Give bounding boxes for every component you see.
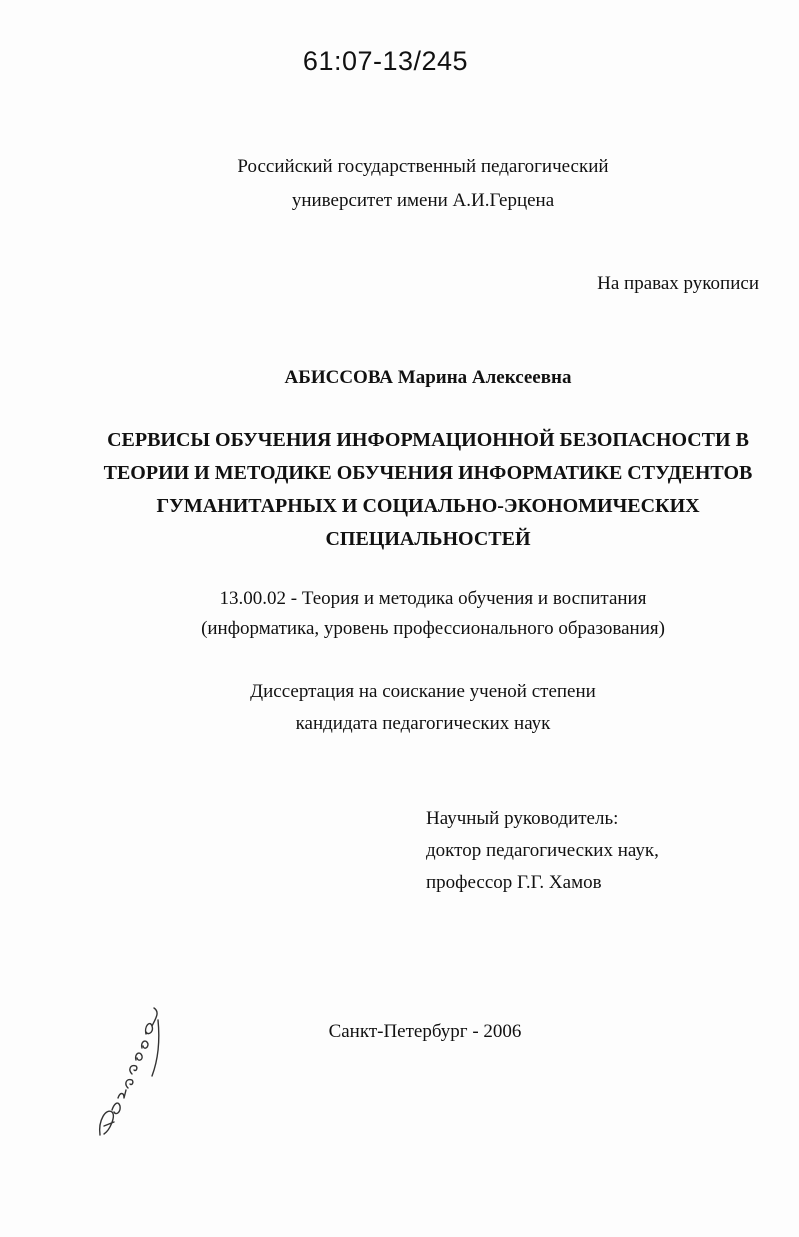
title-line-3: ГУМАНИТАРНЫХ И СОЦИАЛЬНО-ЭКОНОМИЧЕСКИХ bbox=[156, 495, 700, 517]
title-line-1: СЕРВИСЫ ОБУЧЕНИЯ ИНФОРМАЦИОННОЙ БЕЗОПАСНОСТИ В bbox=[107, 429, 749, 451]
title-line-4: СПЕЦИАЛЬНОСТЕЙ bbox=[325, 528, 531, 550]
institution-block bbox=[0, 150, 799, 218]
city-year: Санкт-Петербург - 2006 bbox=[328, 1021, 522, 1042]
degree-block bbox=[0, 676, 799, 740]
institution-line-2: университет имени А.И.Герцена bbox=[291, 190, 555, 211]
degree-line-1: Диссертация на соискание ученой степени bbox=[250, 681, 596, 702]
advisor-name: профессор Г.Г. Хамов bbox=[426, 872, 602, 893]
title-line-2: ТЕОРИИ И МЕТОДИКЕ ОБУЧЕНИЯ ИНФОРМАТИКЕ СТУДЕНТОВ bbox=[103, 462, 753, 484]
archive-code: 61:07-13/245 bbox=[302, 46, 469, 76]
specialty-line-2: (информатика, уровень профессионального образования) bbox=[201, 618, 665, 639]
dissertation-title bbox=[0, 424, 799, 556]
advisor-label: Научный руководитель: bbox=[426, 808, 619, 829]
author-name: АБИССОВА Марина Алексеевна bbox=[284, 367, 572, 388]
manuscript-rights: На правах рукописи bbox=[597, 273, 759, 294]
specialty-line-1: 13.00.02 - Теория и методика обучения и воспитания bbox=[219, 588, 647, 609]
advisor-degree: доктор педагогических наук, bbox=[426, 840, 659, 861]
degree-line-2: кандидата педагогических наук bbox=[295, 713, 551, 734]
advisor-block bbox=[426, 803, 659, 899]
specialty-block bbox=[0, 584, 799, 644]
institution-line-1: Российский государственный педагогический bbox=[237, 156, 609, 177]
handwritten-signature bbox=[88, 1000, 178, 1150]
